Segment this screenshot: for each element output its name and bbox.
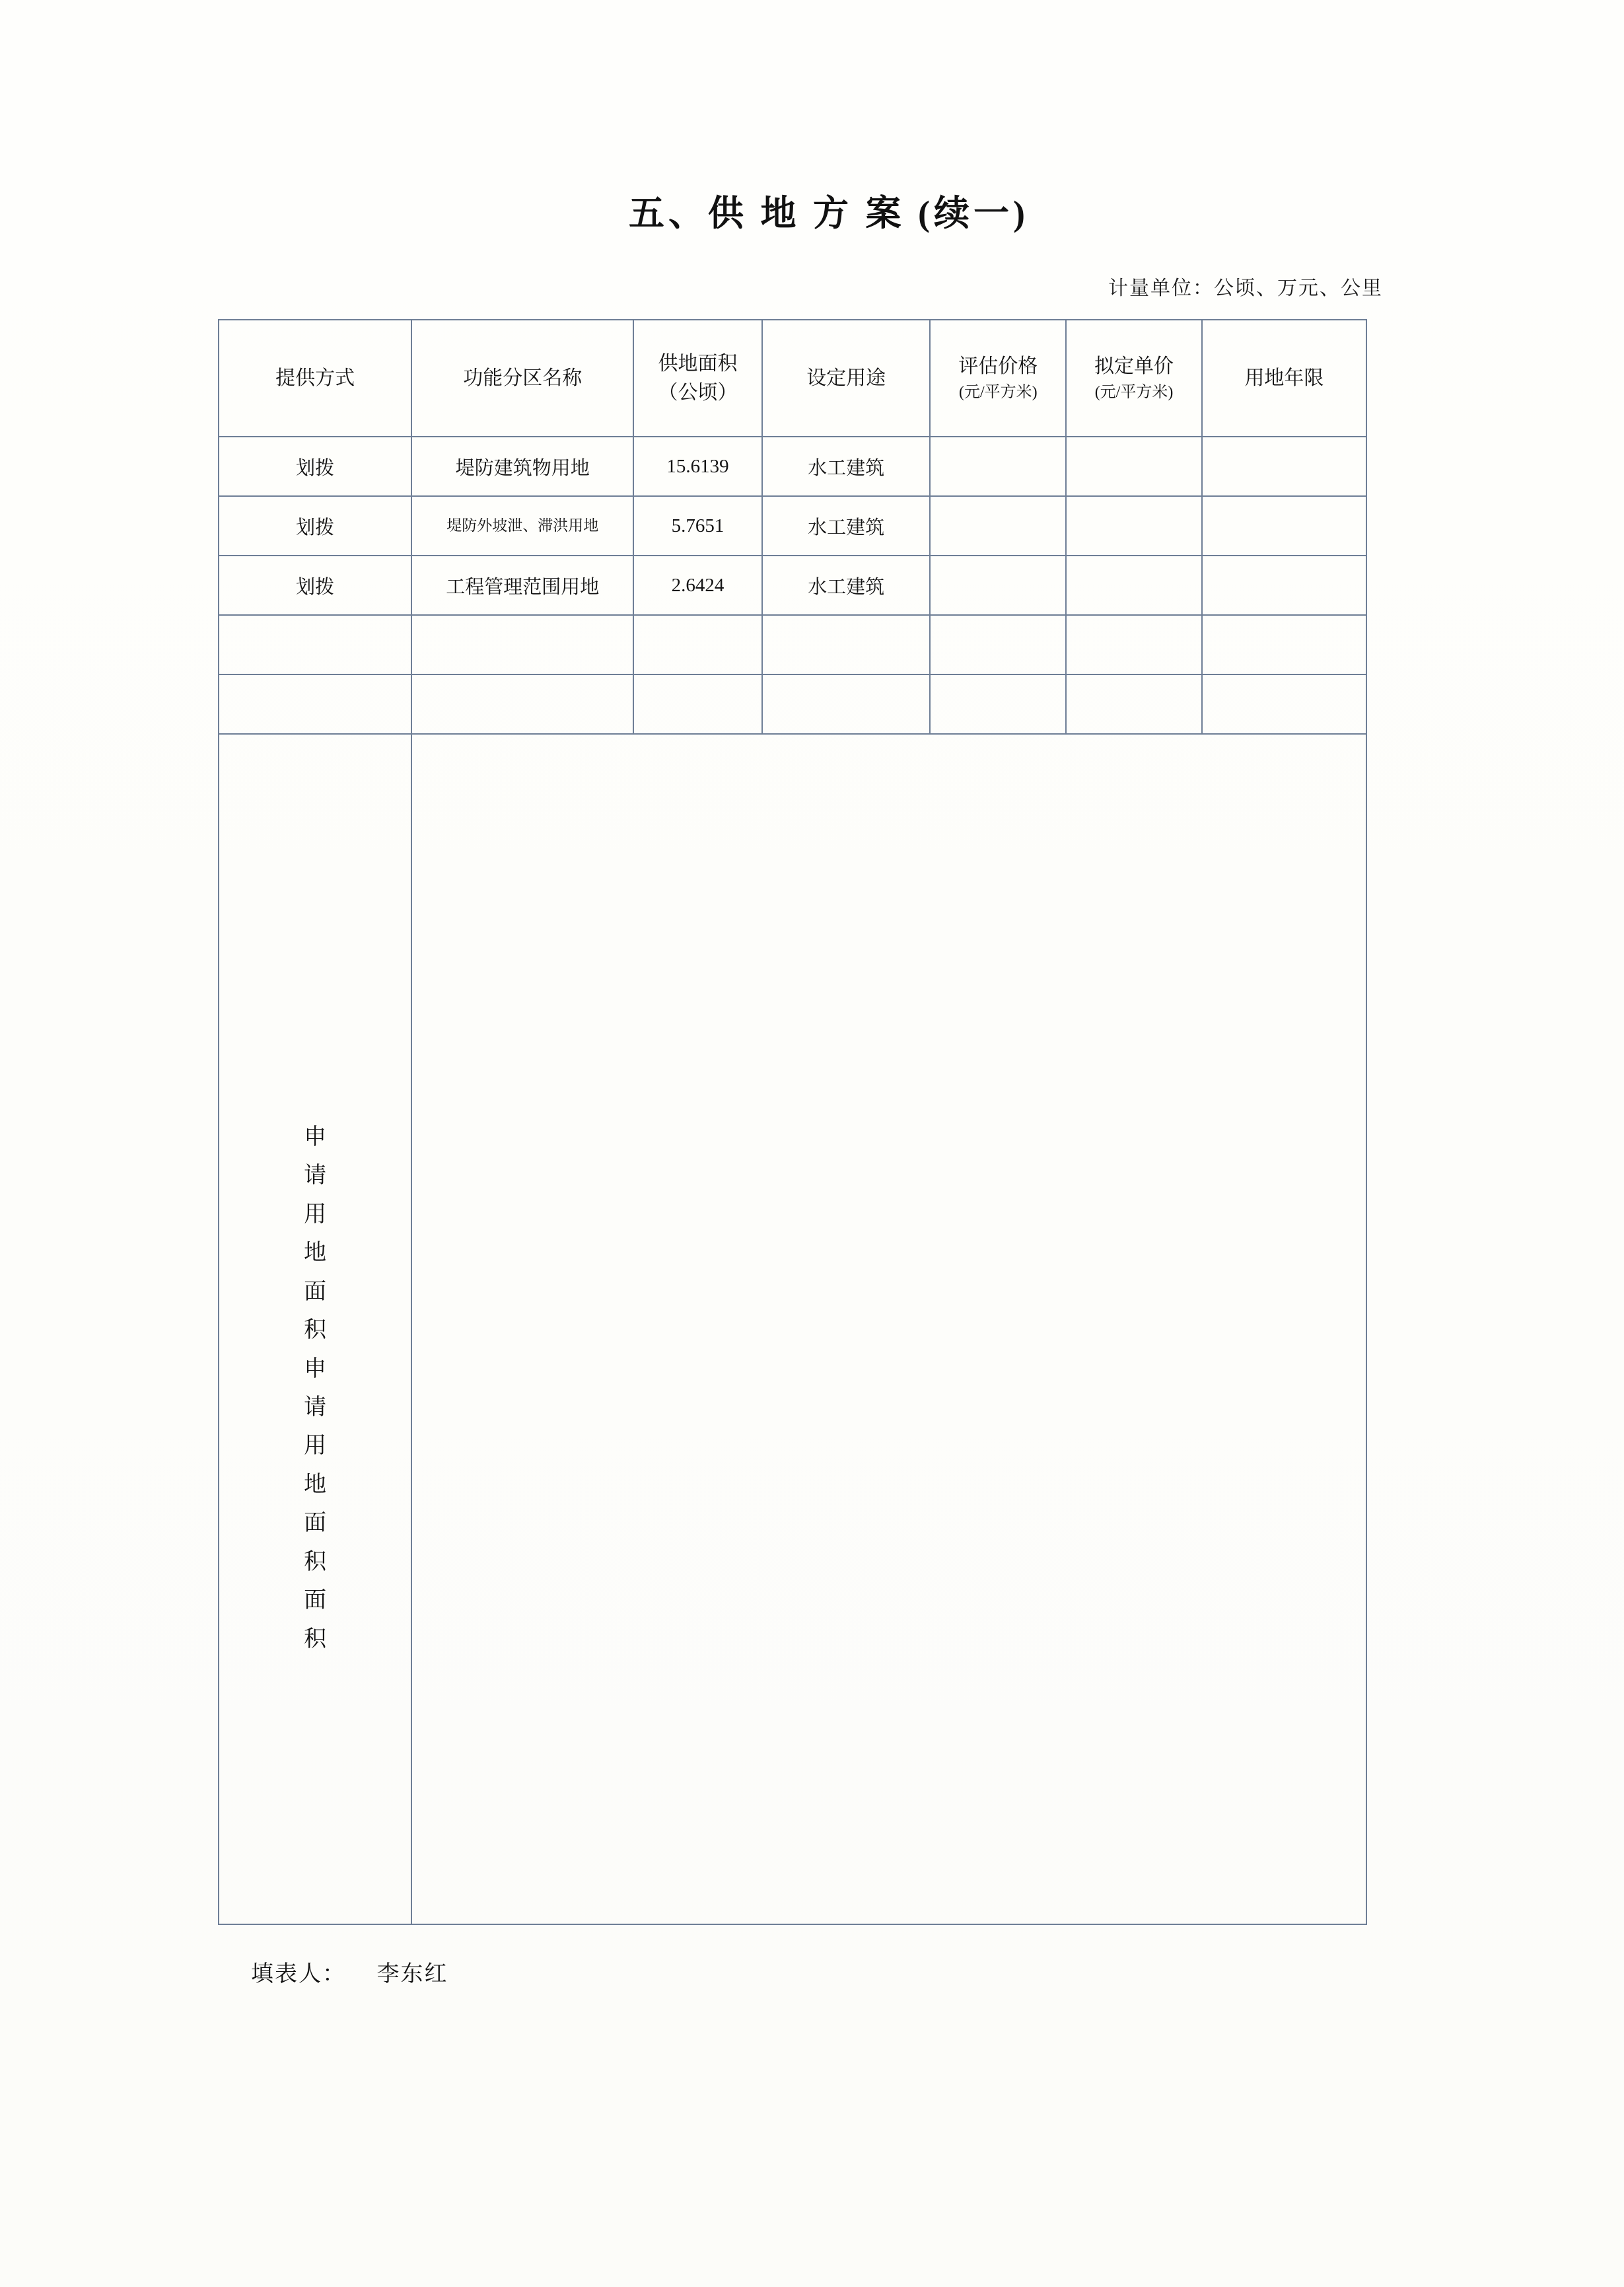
cell-supply-method: 划拨 [219,496,411,556]
header-appraised-price [930,320,1066,437]
cell-land-use-term [1202,556,1366,615]
cell-supply-area: 15.6139 [633,437,762,496]
table-header-row [219,320,1366,437]
page-title: 五、供 地 方 案 (续一) [629,194,1029,233]
cell-supply-method [219,615,411,674]
header-supply-area [633,320,762,437]
cell-land-use-term [1202,437,1366,496]
header-supply-area-line2: （公顷） [658,381,738,404]
cell-designated-use [762,674,930,734]
cell-proposed-unit-price [1066,674,1202,734]
notes-vertical-label: 申 请 用 地 面 积 申 请 用 地 面 积 面 积 [219,734,411,1924]
cell-appraised-price [930,615,1066,674]
table-row [219,437,1366,496]
cell-designated-use: 水工建筑 [762,556,930,615]
cell-zone-name [411,674,633,734]
header-supply-method: 提供方式 [219,320,411,437]
measurement-unit-note: 计量单位：公顷、万元、公里 [1108,277,1383,299]
cell-supply-area: 5.7651 [633,496,762,556]
table-row [219,556,1366,615]
cell-land-use-term [1202,674,1366,734]
header-proposed-unit-price-line1: 拟定单价 [1094,355,1174,378]
header-proposed-unit-price [1066,320,1202,437]
cell-zone-name: 工程管理范围用地 [411,556,633,615]
header-proposed-unit-price-line2: (元/平方米) [1094,383,1174,401]
land-supply-table [218,319,1367,1925]
cell-land-use-term [1202,615,1366,674]
table-row [219,674,1366,734]
cell-supply-area: 2.6424 [633,556,762,615]
cell-zone-name: 堤防建筑物用地 [411,437,633,496]
cell-supply-area [633,615,762,674]
cell-designated-use [762,615,930,674]
header-designated-use: 设定用途 [762,320,930,437]
footer-label: 填表人： [251,1962,346,1986]
footer-line [218,1955,1400,1988]
cell-proposed-unit-price [1066,556,1202,615]
cell-supply-area [633,674,762,734]
cell-zone-name [411,615,633,674]
cell-appraised-price [930,674,1066,734]
cell-land-use-term [1202,496,1366,556]
cell-supply-method: 划拨 [219,437,411,496]
cell-appraised-price [930,556,1066,615]
cell-supply-method: 划拨 [219,556,411,615]
cell-designated-use: 水工建筑 [762,496,930,556]
cell-supply-method [219,674,411,734]
header-appraised-price-line1: 评估价格 [958,355,1038,378]
header-zone-name: 功能分区名称 [411,320,633,437]
notes-content-area[interactable] [411,734,1366,1924]
header-land-use-term: 用地年限 [1202,320,1366,437]
table-row [219,496,1366,556]
header-appraised-price-line2: (元/平方米) [958,383,1038,401]
footer-name: 李东红 [376,1962,448,1986]
cell-proposed-unit-price [1066,496,1202,556]
header-supply-area-line1: 供地面积 [658,353,738,375]
cell-proposed-unit-price [1066,615,1202,674]
table-row [219,615,1366,674]
cell-appraised-price [930,496,1066,556]
cell-proposed-unit-price [1066,437,1202,496]
cell-appraised-price [930,437,1066,496]
cell-zone-name: 堤防外坡泄、滞洪用地 [411,496,633,556]
cell-designated-use: 水工建筑 [762,437,930,496]
document-content [218,185,1400,1988]
notes-row [219,734,1366,1924]
